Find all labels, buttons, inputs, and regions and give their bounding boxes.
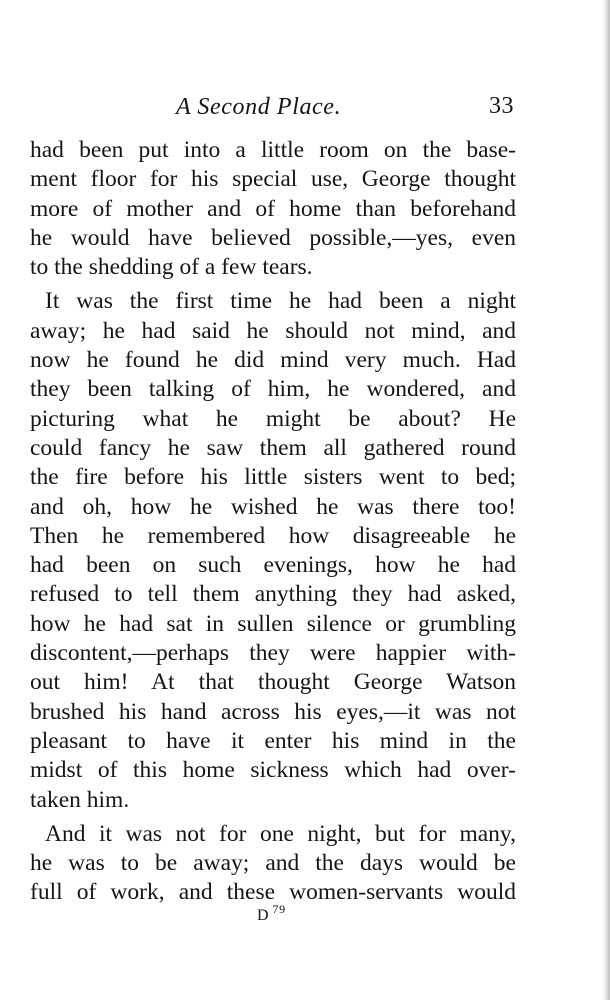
page-number: 33 [489,93,514,119]
text-line: out him! At that thought George Watson [30,669,516,696]
text-line: more of mother and of home than beforehand [30,195,516,222]
text-line: he was to be away; and the days would be [30,850,516,877]
signature-mark [257,902,286,925]
text-line: away; he had said he should not mind, and [30,317,516,344]
text-line: he would have believed possible,—yes, even [30,224,516,251]
body-text [30,136,516,908]
page-header [30,92,514,126]
text-line: pleasant to have it enter his mind in the [30,727,516,754]
text-line: and oh, how he wished he was there too! [30,493,516,520]
text-line: to the shedding of a few tears. [30,254,313,281]
text-line: had been put into a little room on the base- [30,137,516,163]
text-line: It was the first time he had been a night [45,288,516,315]
text-line: Then he remembered how disagreeable he [30,522,516,549]
running-head: A Second Place. [176,94,342,120]
text-line: brushed his hand across his eyes,—it was not [30,698,516,725]
text-line: discontent,—perhaps they were happier with- [30,640,516,667]
text-line: how he had sat in sullen silence or grumbling [30,610,516,637]
signature-letter: D [257,907,270,924]
text-line: the fire before his little sisters went to bed; [30,464,516,491]
text-line: now he found he did mind very much. Had [30,347,516,374]
page-edge-shadow [602,0,610,1000]
text-line: had been on such evenings, how he had [30,552,516,579]
text-line: taken him. [30,786,130,813]
text-line: And it was not for one night, but for many, [45,820,516,847]
text-line: they been talking of him, he wondered, and [30,376,516,403]
signature-number: 79 [272,902,286,916]
text-line: picturing what he might be about? He [30,405,516,432]
text-line: could fancy he saw them all gathered round [30,434,516,461]
text-line: full of work, and these women-servants would [30,879,516,906]
text-line: refused to tell them anything they had asked, [30,581,516,608]
text-line: midst of this home sickness which had over- [30,757,516,784]
text-line: ment floor for his special use, George thought [30,166,516,193]
